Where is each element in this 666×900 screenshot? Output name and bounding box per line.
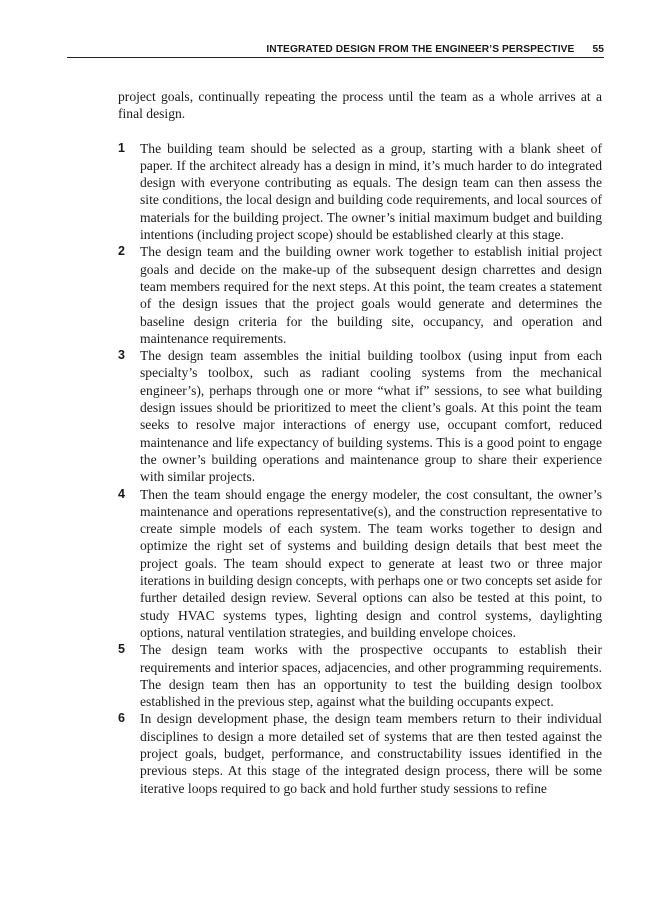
step-text: The design team assembles the initial building toolbox (using input from each specialty’s toolbox, such as radiant cooling systems from the mechanical engineer’s), perhaps through one or more “what if” sessions, to see what building design issues should be prioritized to meet the client’s goals. At this point the team seeks to resolve major interactions of energy use, occupant comfort, reduced maintenance and life expectancy of building systems. This is a good point to engage the owner’s building operations and maintenance group to share their experience with similar projects.	[140, 348, 602, 485]
page-number: 55	[592, 44, 604, 55]
step-number: 2	[118, 244, 125, 259]
step-number: 3	[118, 348, 125, 363]
list-item-step-6	[118, 710, 602, 796]
step-text: The design team works with the prospective occupants to establish their requirements and interior spaces, adjacencies, and other programming requirements. The design team then has an opportunity to test the building design toolbox established in the previous step, against what the building occupants expect.	[140, 642, 602, 710]
intro-paragraph: project goals, continually repeating the process until the team as a whole arrives at a final design.	[118, 89, 602, 122]
list-item-step-1	[118, 140, 602, 244]
process-steps-list	[118, 140, 602, 797]
step-number: 4	[118, 486, 125, 501]
running-header	[67, 38, 604, 58]
running-header-title: INTEGRATED DESIGN FROM THE ENGINEER’S PERSPECTIVE	[266, 44, 575, 55]
step-number: 1	[118, 140, 125, 155]
body-text	[118, 88, 602, 797]
step-text: The design team and the building owner work together to establish initial project goals and decide on the make-up of the subsequent design charrettes and design team members required for the next steps. At this point, the team creates a statement of the design issues that the project goals would generate and determines the baseline design criteria for the building site, occupancy, and operation and maintenance requirements.	[140, 244, 602, 346]
step-text: In design development phase, the design team members return to their individual disciplines to design a more detailed set of systems that are then tested against the project goals, budget, performance, and constructability issues identified in the previous steps. At this stage of the integrated design process, there will be some iterative loops required to go back and hold further study sessions to refine	[140, 711, 602, 796]
list-item-step-4	[118, 486, 602, 642]
list-item-step-5	[118, 641, 602, 710]
step-text: The building team should be selected as a group, starting with a blank sheet of paper. If the architect already has a design in mind, it’s much harder to do integrated design with everyone contributing as equals. The design team can then assess the site conditions, the local design and building code requirements, and local sources of materials for the building project. The owner’s initial maximum budget and building intentions (including project scope) should be established clearly at this stage.	[140, 140, 602, 243]
step-text: Then the team should engage the energy modeler, the cost consultant, the owner’s maintenance and operations representative(s), and the construction representative to create simple models of each system. The team works together to design and optimize the right set of systems and building design details that best meet the project goals. The team should expect to generate at least two or three major iterations in building design concepts, with perhaps one or two concepts set aside for further detailed design review. Several options can also be tested at this point, to study HVAC systems types, lighting design and control systems, daylighting options, natural ventilation strategies, and building envelope choices.	[140, 486, 602, 640]
step-number: 5	[118, 642, 125, 657]
list-item-step-2	[118, 243, 602, 347]
step-number: 6	[118, 711, 125, 726]
list-item-step-3	[118, 347, 602, 485]
